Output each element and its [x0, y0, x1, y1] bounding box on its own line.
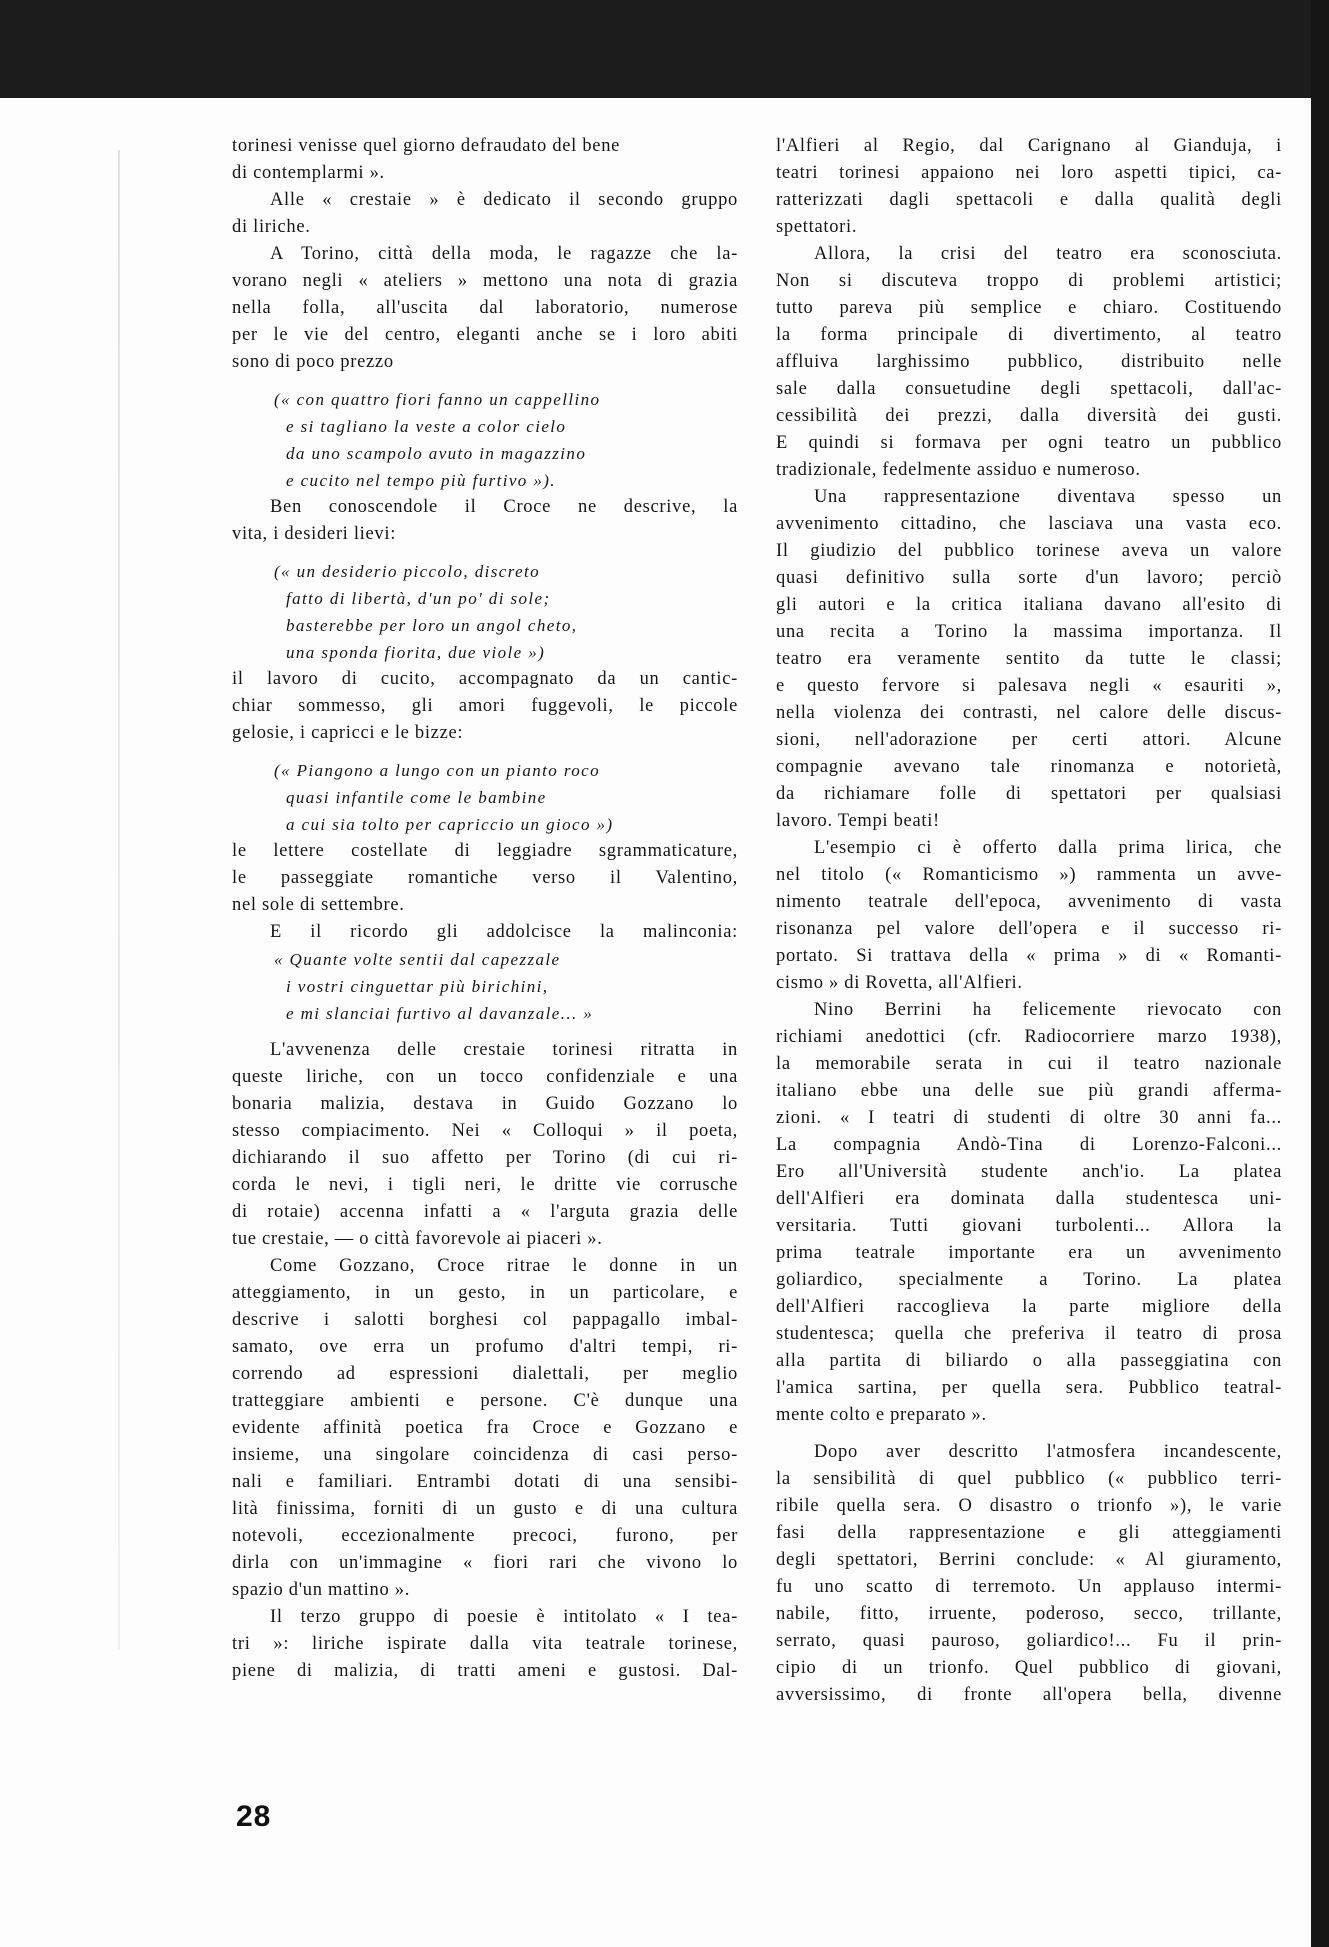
verse-line: quasi infantile come le bambine	[286, 788, 547, 807]
text-line: sono di poco prezzo	[232, 352, 394, 372]
verse-line: i vostri cinguettar più birichini,	[286, 977, 549, 996]
text-line: avversissimo, di fronte all'opera bella, divenne	[776, 1685, 1282, 1705]
text-line: l'amica sartina, per quella sera. Pubblico teatral-	[776, 1378, 1282, 1398]
verse-line: « Quante volte sentii dal capezzale	[274, 950, 561, 969]
text-line: Ero all'Università studente anch'io. La platea	[776, 1162, 1282, 1182]
text-line: da richiamare folle di spettatori per qualsiasi	[776, 784, 1282, 804]
text-line: Nino Berrini ha felicemente rievocato con	[814, 1000, 1282, 1020]
text-line: nella folla, all'uscita dal laboratorio, numerose	[232, 298, 738, 318]
text-line: richiami anedottici (cfr. Radiocorriere marzo 1938),	[776, 1027, 1282, 1047]
verse-line: a cui sia tolto per capriccio un gioco »)	[286, 815, 614, 834]
text-line: la sensibilità di quel pubblico (« pubblico terri-	[776, 1469, 1282, 1489]
text-line: di contemplarmi ».	[232, 163, 385, 183]
text-line: compagnie avevano tale rinomanza e notorietà,	[776, 757, 1282, 777]
text-line: le passeggiate romantiche verso il Valentino,	[232, 868, 738, 888]
text-line: stesso compiacimento. Nei « Colloqui » il poeta,	[232, 1121, 738, 1141]
text-line: nimento teatrale dell'epoca, avvenimento di vasta	[776, 892, 1282, 912]
text-line: correndo ad espressioni dialettali, per meglio	[232, 1364, 738, 1384]
text-line: Ben conoscendole il Croce ne descrive, la	[270, 497, 738, 517]
text-line: avvenimento cittadino, che lasciava una vasta eco.	[776, 514, 1282, 534]
text-line: Il terzo gruppo di poesie è intitolato « I tea-	[270, 1607, 738, 1627]
text-line: mente colto e preparato ».	[776, 1405, 987, 1425]
text-line: affluiva larghissimo pubblico, distribuito nelle	[776, 352, 1282, 372]
text-line: risonanza pel valore dell'opera e il successo ri-	[776, 919, 1282, 939]
text-line: spazio d'un mattino ».	[232, 1580, 411, 1600]
text-line: Non si discuteva troppo di problemi artistici;	[776, 271, 1282, 291]
text-line: spettatori.	[776, 217, 858, 237]
text-line: gelosie, i capricci e le bizze:	[232, 723, 464, 743]
text-line: lità finissima, forniti di un gusto e di una cultura	[232, 1499, 738, 1519]
verse-line: (« Piangono a lungo con un pianto roco	[274, 761, 600, 780]
verse-line: fatto di libertà, d'un po' di sole;	[286, 589, 551, 608]
text-line: Allora, la crisi del teatro era sconosciuta.	[814, 244, 1282, 264]
text-line: insieme, una singolare coincidenza di casi perso-	[232, 1445, 738, 1465]
text-line: L'avvenenza delle crestaie torinesi ritratta in	[270, 1040, 738, 1060]
text-line: dell'Alfieri era dominata dalla studentesca uni-	[776, 1189, 1282, 1209]
text-line: notevoli, eccezionalmente precoci, furono, per	[232, 1526, 738, 1546]
text-line: Alle « crestaie » è dedicato il secondo gruppo	[270, 190, 738, 210]
text-line: goliardico, specialmente a Torino. La platea	[776, 1270, 1282, 1290]
text-line: cismo » di Rovetta, all'Alfieri.	[776, 973, 1023, 993]
text-line: le lettere costellate di leggiadre sgrammaticature,	[232, 841, 738, 861]
text-line: descrive i salotti borghesi col pappagallo imbal-	[232, 1310, 738, 1330]
text-line: di liriche.	[232, 217, 311, 237]
text-line: dell'Alfieri raccoglieva la parte migliore della	[776, 1297, 1282, 1317]
verse-line: una sponda fiorita, due viole »)	[286, 643, 546, 662]
text-line: cipio di un trionfo. Quel pubblico di giovani,	[776, 1658, 1282, 1678]
text-line: evidente affinità poetica fra Croce e Gozzano e	[232, 1418, 738, 1438]
text-line: ribile quella sera. O disastro o trionfo »), le varie	[776, 1496, 1282, 1516]
text-line: samato, ove erra un profumo d'altri tempi, ri-	[232, 1337, 738, 1357]
text-line: nella violenza dei contrasti, nel calore delle discus-	[776, 703, 1282, 723]
verse-line: da uno scampolo avuto in magazzino	[286, 444, 587, 463]
text-line: E quindi si formava per ogni teatro un pubblico	[776, 433, 1282, 453]
text-line: nali e familiari. Entrambi dotati di una sensibi-	[232, 1472, 738, 1492]
text-line: il lavoro di cucito, accompagnato da un cantic-	[232, 669, 738, 689]
text-line: prima teatrale importante era un avvenimento	[776, 1243, 1282, 1263]
text-line: gli autori e la critica italiana davano all'esito di	[776, 595, 1282, 615]
text-line: italiano ebbe una delle sue più grandi afferma-	[776, 1081, 1282, 1101]
text-line: atteggiamento, in un gesto, in un particolare, e	[232, 1283, 738, 1303]
text-line: tue crestaie, — o città favorevole ai piaceri ».	[232, 1229, 603, 1249]
verse-line: (« un desiderio piccolo, discreto	[274, 562, 541, 581]
text-line: La compagnia Andò-Tina di Lorenzo-Falconi...	[776, 1135, 1282, 1155]
text-line: di rotaie) accenna infatti a « l'arguta grazia delle	[232, 1202, 738, 1222]
text-line: Come Gozzano, Croce ritrae le donne in un	[270, 1256, 738, 1276]
text-line: L'esempio ci è offerto dalla prima lirica, che	[814, 838, 1282, 858]
left-text-column	[232, 133, 738, 1685]
text-line: versitaria. Tutti giovani turbolenti... Allora la	[776, 1216, 1282, 1236]
text-line: corda le nevi, i tigli neri, le dritte vie corrusche	[232, 1175, 738, 1195]
text-line: degli spettatori, Berrini conclude: « Al giuramento,	[776, 1550, 1282, 1570]
text-line: tri »: liriche ispirate dalla vita teatrale torinese,	[232, 1634, 738, 1654]
verse-line: (« con quattro fiori fanno un cappellino	[274, 390, 601, 409]
text-line: l'Alfieri al Regio, dal Carignano al Gianduja, i	[776, 136, 1282, 156]
text-line: teatro era veramente sentito da tutte le classi;	[776, 649, 1282, 669]
text-line: tratteggiare ambienti e persone. C'è dunque una	[232, 1391, 738, 1411]
text-line: fasi della rappresentazione e gli atteggiamenti	[776, 1523, 1282, 1543]
text-line: A Torino, città della moda, le ragazze che la-	[270, 244, 738, 264]
text-line: fu uno scatto di terremoto. Un applauso intermi-	[776, 1577, 1282, 1597]
text-line: lavoro. Tempi beati!	[776, 811, 940, 831]
text-line: quasi definitivo sulla sorte d'un lavoro; perciò	[776, 568, 1282, 588]
text-line: una recita a Torino la massima importanza. Il	[776, 622, 1282, 642]
page-binding-shadow	[118, 150, 120, 1650]
text-line: vorano negli « ateliers » mettono una nota di grazia	[232, 271, 738, 291]
page-number: 28	[236, 1800, 272, 1833]
text-line: queste liriche, con un tocco confidenziale e una	[232, 1067, 738, 1087]
text-line: sioni, nell'adorazione per certi attori. Alcune	[776, 730, 1282, 750]
text-line: bonaria malizia, destava in Guido Gozzano lo	[232, 1094, 738, 1114]
text-line: nabile, fitto, irruente, poderoso, secco, trillante,	[776, 1604, 1282, 1624]
scan-border-top	[0, 0, 1329, 98]
text-line: portato. Si trattava della « prima » di « Romanti-	[776, 946, 1282, 966]
text-line: ratterizzati dagli spettacoli e dalla qualità degli	[776, 190, 1282, 210]
verse-line: e mi slanciai furtivo al davanzale... »	[286, 1004, 594, 1023]
text-line: la forma principale di divertimento, al teatro	[776, 325, 1282, 345]
text-line: vita, i desideri lievi:	[232, 524, 397, 544]
scan-border-right	[1311, 0, 1329, 1947]
text-line: nel titolo (« Romanticismo ») rammenta un avve-	[776, 865, 1282, 885]
text-line: dichiarando il suo affetto per Torino (di cui ri-	[232, 1148, 738, 1168]
text-line: Dopo aver descritto l'atmosfera incandescente,	[814, 1442, 1282, 1462]
text-line: sale dalla consuetudine degli spettacoli, dall'ac-	[776, 379, 1282, 399]
right-text-column	[776, 133, 1282, 1709]
text-line: studentesca; quella che preferiva il teatro di prosa	[776, 1324, 1282, 1344]
text-line: tutto pareva più semplice e chiaro. Costituendo	[776, 298, 1282, 318]
text-line: torinesi venisse quel giorno defraudato del bene	[232, 136, 621, 156]
text-line: alla partita di biliardo o alla passeggiatina con	[776, 1351, 1282, 1371]
verse-line: e cucito nel tempo più furtivo »).	[286, 471, 556, 490]
text-line: per le vie del centro, eleganti anche se i loro abiti	[232, 325, 738, 345]
verse-line: e si tagliano la veste a color cielo	[286, 417, 567, 436]
text-line: tradizionale, fedelmente assiduo e numeroso.	[776, 460, 1141, 480]
text-line: zioni. « I teatri di studenti di oltre 30 anni fa...	[776, 1108, 1282, 1128]
text-line: piene di malizia, di tratti ameni e gustosi. Dal-	[232, 1661, 738, 1681]
text-line: dirla con un'immagine « fiori rari che vivono lo	[232, 1553, 738, 1573]
text-line: Il giudizio del pubblico torinese aveva un valore	[776, 541, 1282, 561]
text-line: la memorabile serata in cui il teatro nazionale	[776, 1054, 1282, 1074]
text-line: chiar sommesso, gli amori fuggevoli, le piccole	[232, 696, 738, 716]
text-line: cessibilità dei prezzi, dalla diversità dei gusti.	[776, 406, 1282, 426]
text-line: e questo fervore si palesava negli « esauriti »,	[776, 676, 1282, 696]
text-line: teatri torinesi appaiono nei loro aspetti tipici, ca-	[776, 163, 1282, 183]
text-line: Una rappresentazione diventava spesso un	[814, 487, 1282, 507]
text-line: serrato, quasi pauroso, goliardico!... Fu il prin-	[776, 1631, 1282, 1651]
text-line: nel sole di settembre.	[232, 895, 405, 915]
verse-line: basterebbe per loro un angol cheto,	[286, 616, 578, 635]
text-line: E il ricordo gli addolcisce la malinconia:	[270, 922, 738, 942]
